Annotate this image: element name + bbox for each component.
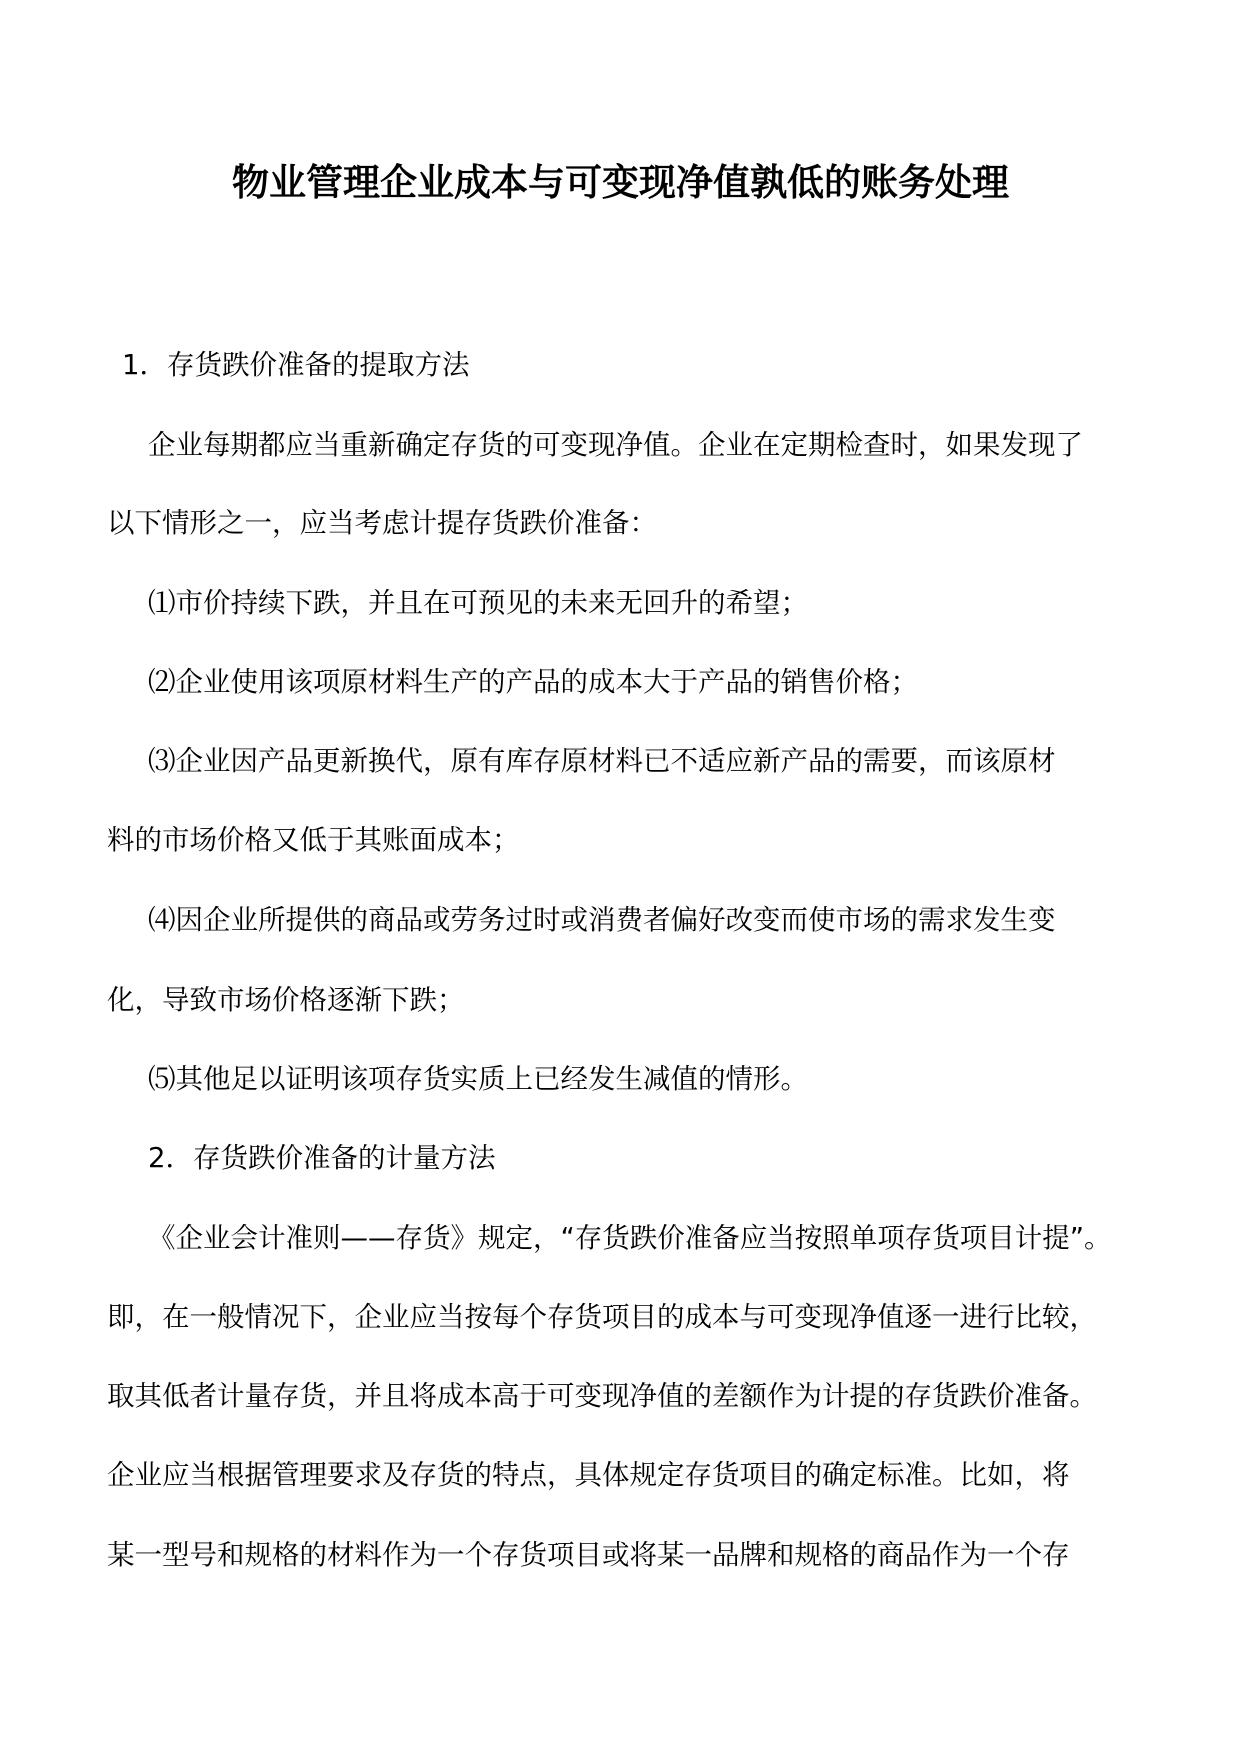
list-item-4: ⑷因企业所提供的商品或劳务过时或消费者偏好改变而使市场的需求发生变 — [148, 904, 1056, 936]
list-item-2: ⑵企业使用该项原材料生产的产品的成本大于产品的销售价格； — [148, 666, 918, 698]
document-title: 物业管理企业成本与可变现净值孰低的账务处理 — [232, 161, 1009, 204]
section-heading-2: 2．存货跌价准备的计量方法 — [148, 1142, 496, 1174]
section-heading-1: 1．存货跌价准备的提取方法 — [122, 349, 470, 381]
list-item-4-cont: 化，导致市场价格逐渐下跌； — [107, 984, 465, 1016]
paragraph-line: 企业每期都应当重新确定存货的可变现净值。企业在定期检查时，如果发现了 — [148, 429, 1083, 461]
list-item-3: ⑶企业因产品更新换代，原有库存原材料已不适应新产品的需要，而该原材 — [148, 745, 1056, 777]
paragraph-line: 《企业会计准则——存货》规定，“存货跌价准备应当按照单项存货项目计提”。 — [148, 1222, 1112, 1254]
list-item-3-cont: 料的市场价格又低于其账面成本； — [107, 824, 520, 856]
paragraph-line: 某一型号和规格的材料作为一个存货项目或将某一品牌和规格的商品作为一个存 — [107, 1539, 1070, 1571]
list-item-1: ⑴市价持续下跌，并且在可预见的未来无回升的希望； — [148, 587, 808, 619]
list-item-5: ⑸其他足以证明该项存货实质上已经发生减值的情形。 — [148, 1063, 808, 1095]
paragraph-line: 以下情形之一，应当考虑计提存货跌价准备： — [107, 507, 657, 539]
paragraph-line: 企业应当根据管理要求及存货的特点，具体规定存货项目的确定标准。比如，将 — [107, 1459, 1070, 1491]
paragraph-line: 即，在一般情况下，企业应当按每个存货项目的成本与可变现净值逐一进行比较， — [107, 1301, 1097, 1333]
paragraph-line: 取其低者计量存货，并且将成本高于可变现净值的差额作为计提的存货跌价准备。 — [107, 1380, 1097, 1412]
